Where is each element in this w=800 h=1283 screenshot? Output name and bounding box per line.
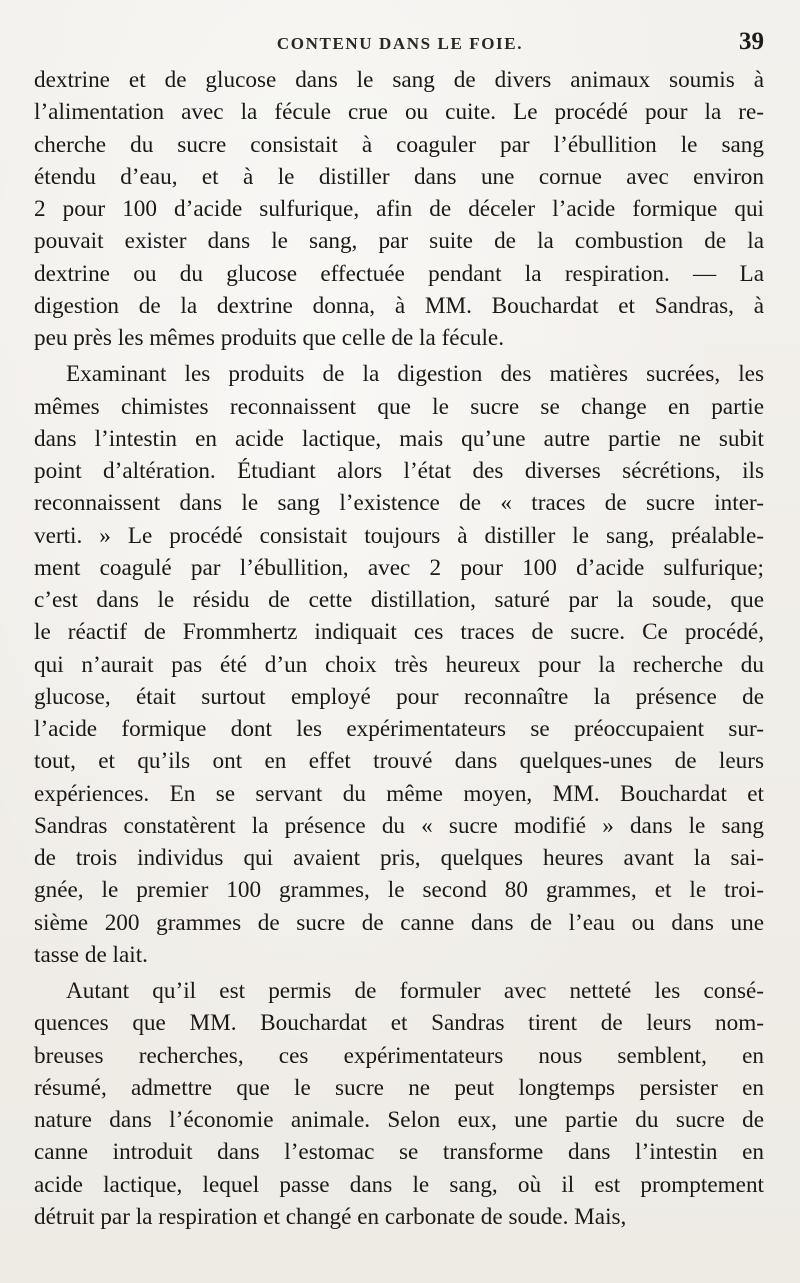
text-line: verti. » Le procédé consistait toujours à distiller le sang, préalable- — [34, 522, 764, 549]
text-line: ment coagulé par l’ébullition, avec 2 pour 100 d’acide sulfurique; — [34, 554, 764, 581]
body-text — [34, 64, 764, 1233]
text-line: point d’altération. Étudiant alors l’état des diverses sécrétions, ils — [34, 458, 764, 484]
text-line: étendu d’eau, et à le distiller dans une cornue avec environ — [34, 163, 764, 190]
text-line: expériences. En se servant du même moyen, MM. Bouchardat et — [34, 780, 764, 807]
text-line: reconnaissent dans le sang l’existence de « traces de sucre inter- — [34, 490, 764, 517]
text-line: Sandras constatèrent la présence du « sucre modifié » dans le sang — [34, 812, 764, 839]
text-line: mêmes chimistes reconnaissent que le sucre se change en partie — [34, 393, 764, 420]
text-line: tout, et qu’ils ont en effet trouvé dans quelques-unes de leurs — [34, 748, 764, 775]
text-line: quences que MM. Bouchardat et Sandras tirent de leurs nom- — [34, 1010, 764, 1037]
text-line: peu près les mêmes produits que celle de la fécule. — [34, 325, 505, 351]
text-line: Autant qu’il est permis de formuler avec netteté les consé- — [66, 978, 764, 1004]
text-line: dextrine ou du glucose effectuée pendant la respiration. — La — [34, 260, 764, 287]
text-line: glucose, était surtout employé pour reconnaître la présence de — [34, 683, 764, 710]
paragraph — [34, 64, 764, 354]
running-head — [0, 26, 800, 60]
text-line: canne introduit dans l’estomac se transforme dans l’intestin en — [34, 1139, 764, 1166]
text-line: tasse de lait. — [34, 941, 148, 968]
text-line: nature dans l’économie animale. Selon eux, une partie du sucre de — [34, 1107, 764, 1133]
text-line: Examinant les produits de la digestion des matières sucrées, les — [66, 361, 764, 388]
text-line: qui n’aurait pas été d’un choix très heureux pour la recherche du — [34, 651, 764, 678]
text-line: 2 pour 100 d’acide sulfurique, afin de déceler l’acide formique qui — [34, 196, 764, 222]
text-line: cherche du sucre consistait à coaguler par l’ébullition le sang — [34, 131, 764, 158]
text-line: digestion de la dextrine donna, à MM. Bouchardat et Sandras, à — [34, 292, 764, 319]
text-line: sième 200 grammes de sucre de canne dans de l’eau ou dans une — [34, 909, 764, 936]
text-line: pouvait exister dans le sang, par suite de la combustion de la — [34, 228, 764, 255]
text-line: de trois individus qui avaient pris, quelques heures avant la sai- — [34, 845, 764, 871]
text-line: détruit par la respiration et changé en carbonate de soude. Mais, — [34, 1203, 627, 1230]
text-line: dans l’intestin en acide lactique, mais qu’une autre partie ne subit — [34, 425, 764, 452]
page-number: 39 — [739, 28, 764, 55]
paragraph — [34, 358, 764, 971]
text-line: l’acide formique dont les expérimentateurs se préoccupaient sur- — [34, 716, 764, 742]
text-line: dextrine et de glucose dans le sang de divers animaux soumis à — [34, 67, 764, 93]
text-line: gnée, le premier 100 grammes, le second 80 grammes, et le troi- — [34, 877, 764, 904]
text-line: le réactif de Frommhertz indiquait ces traces de sucre. Ce procédé, — [34, 619, 764, 646]
text-line: acide lactique, lequel passe dans le sang, où il est promptement — [34, 1171, 764, 1198]
text-line: breuses recherches, ces expérimentateurs nous semblent, en — [34, 1042, 764, 1069]
text-line: résumé, admettre que le sucre ne peut longtemps persister en — [34, 1074, 764, 1101]
running-title: CONTENU DANS LE FOIE. — [276, 34, 524, 53]
paragraph — [34, 975, 764, 1233]
text-line: c’est dans le résidu de cette distillation, saturé par la soude, que — [34, 587, 764, 613]
text-line: l’alimentation avec la fécule crue ou cuite. Le procédé pour la re- — [34, 99, 764, 126]
